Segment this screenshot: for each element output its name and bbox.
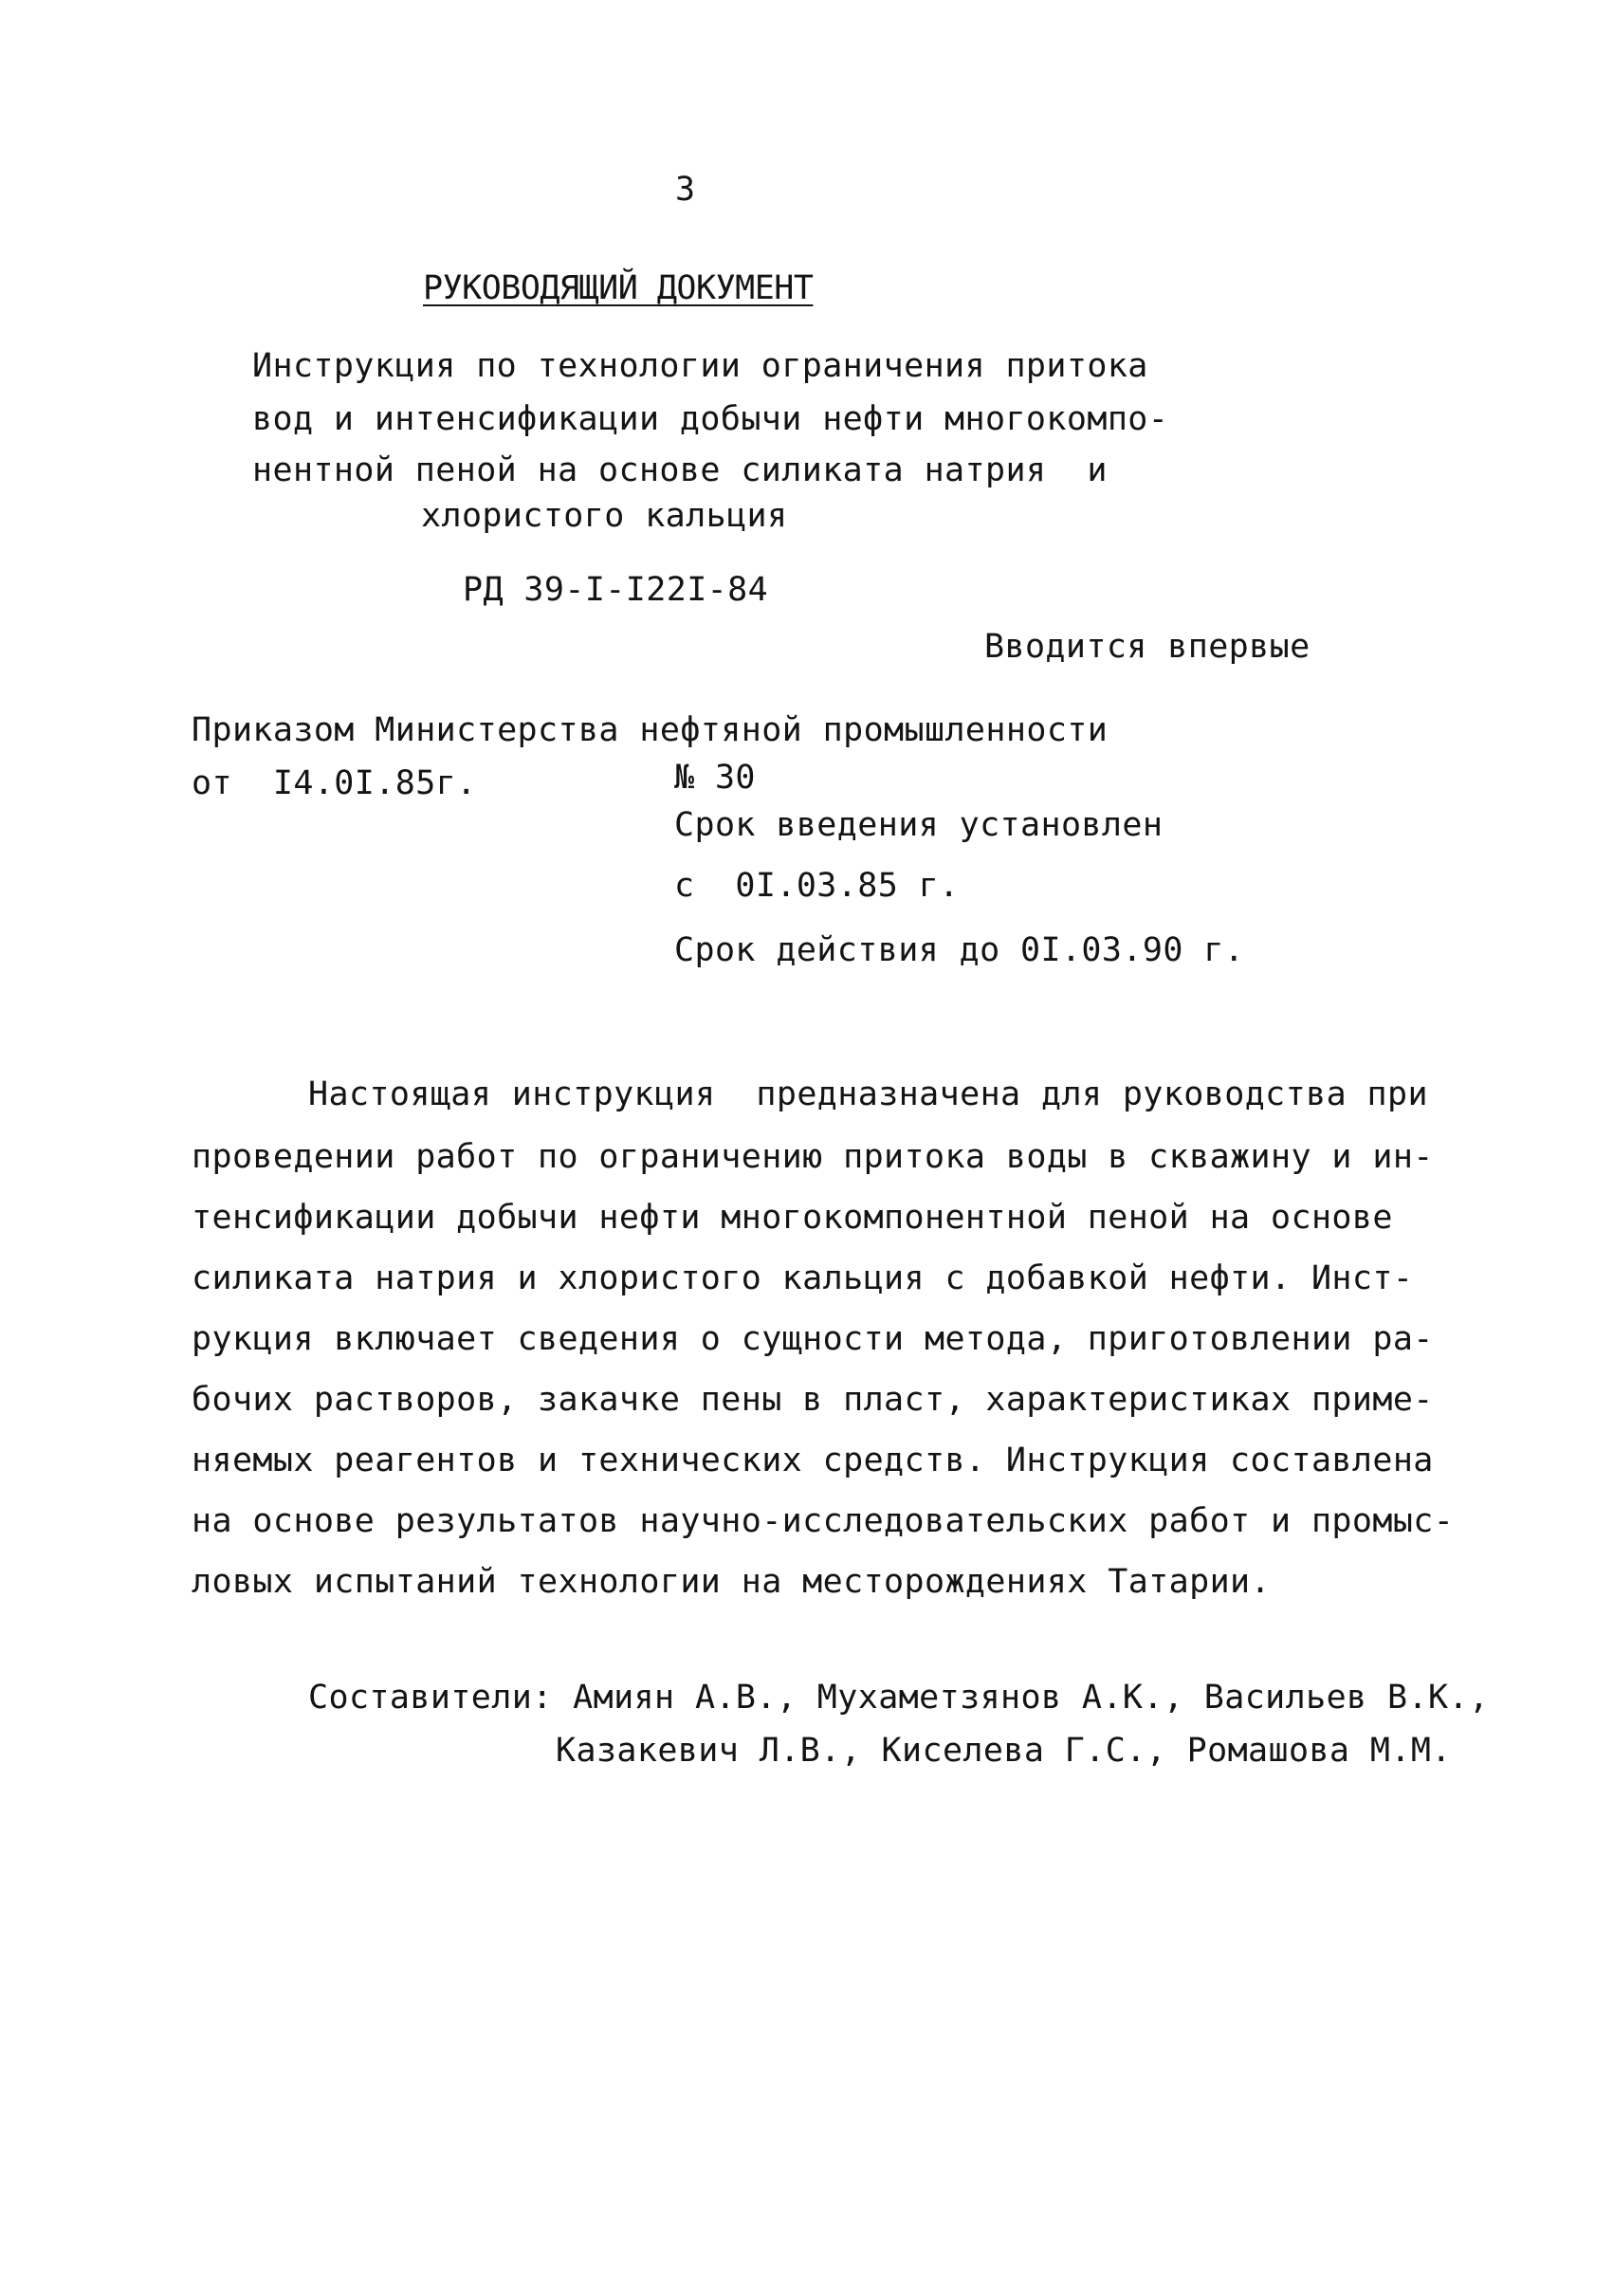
document-title-line: Инструкция по технологии ограничения притока xyxy=(252,347,1148,385)
paragraph-line: проведении работ по ограничению притока воды в скважину и ин- xyxy=(192,1138,1434,1176)
introduction-date: с 0I.03.85 г. xyxy=(674,867,960,905)
authors-line: Казакевич Л.В., Киселева Г.С., Ромашова М.М. xyxy=(556,1732,1452,1770)
order-statement: Приказом Министерства нефтяной промышленности xyxy=(192,711,1109,749)
document-title-line: хлористого кальция xyxy=(421,497,788,535)
order-date: от I4.0I.85г. xyxy=(192,764,477,802)
document-type-heading: РУКОВОДЯЩИЙ ДОКУМЕНТ xyxy=(423,269,814,307)
document-title-line: нентной пеной на основе силиката натрия и xyxy=(252,451,1108,489)
paragraph-line: рукция включает сведения о сущности метода, приготовлении ра- xyxy=(192,1320,1434,1358)
document-title-line: вод и интенсификации добычи нефти многокомпо- xyxy=(252,400,1169,438)
paragraph-line: силиката натрия и хлористого кальция с добавкой нефти. Инст- xyxy=(192,1259,1414,1297)
paragraph-line: бочих растворов, закачке пены в пласт, характеристиках приме- xyxy=(192,1381,1434,1419)
introduction-label: Срок введения установлен xyxy=(674,806,1164,844)
authors-line: Составители: Амиян А.В., Мухаметзянов А.К., Васильев В.К., xyxy=(308,1679,1490,1717)
order-number: № 30 xyxy=(674,759,756,797)
page-number: 3 xyxy=(675,171,696,209)
paragraph-line: на основе результатов научно-исследовательских работ и промыс- xyxy=(192,1502,1455,1540)
document-code: РД 39-I-I22I-84 xyxy=(463,571,769,609)
validity-period: Срок действия до 0I.03.90 г. xyxy=(674,931,1245,969)
paragraph-line: ловых испытаний технологии на месторождениях Татарии. xyxy=(192,1563,1272,1601)
introduction-note: Вводится впервые xyxy=(984,628,1311,666)
paragraph-line: Настоящая инструкция предназначена для руководства при xyxy=(308,1075,1428,1113)
paragraph-line: тенсификации добычи нефти многокомпонентной пеной на основе xyxy=(192,1199,1393,1237)
paragraph-line: няемых реагентов и технических средств. Инструкция составлена xyxy=(192,1442,1434,1479)
